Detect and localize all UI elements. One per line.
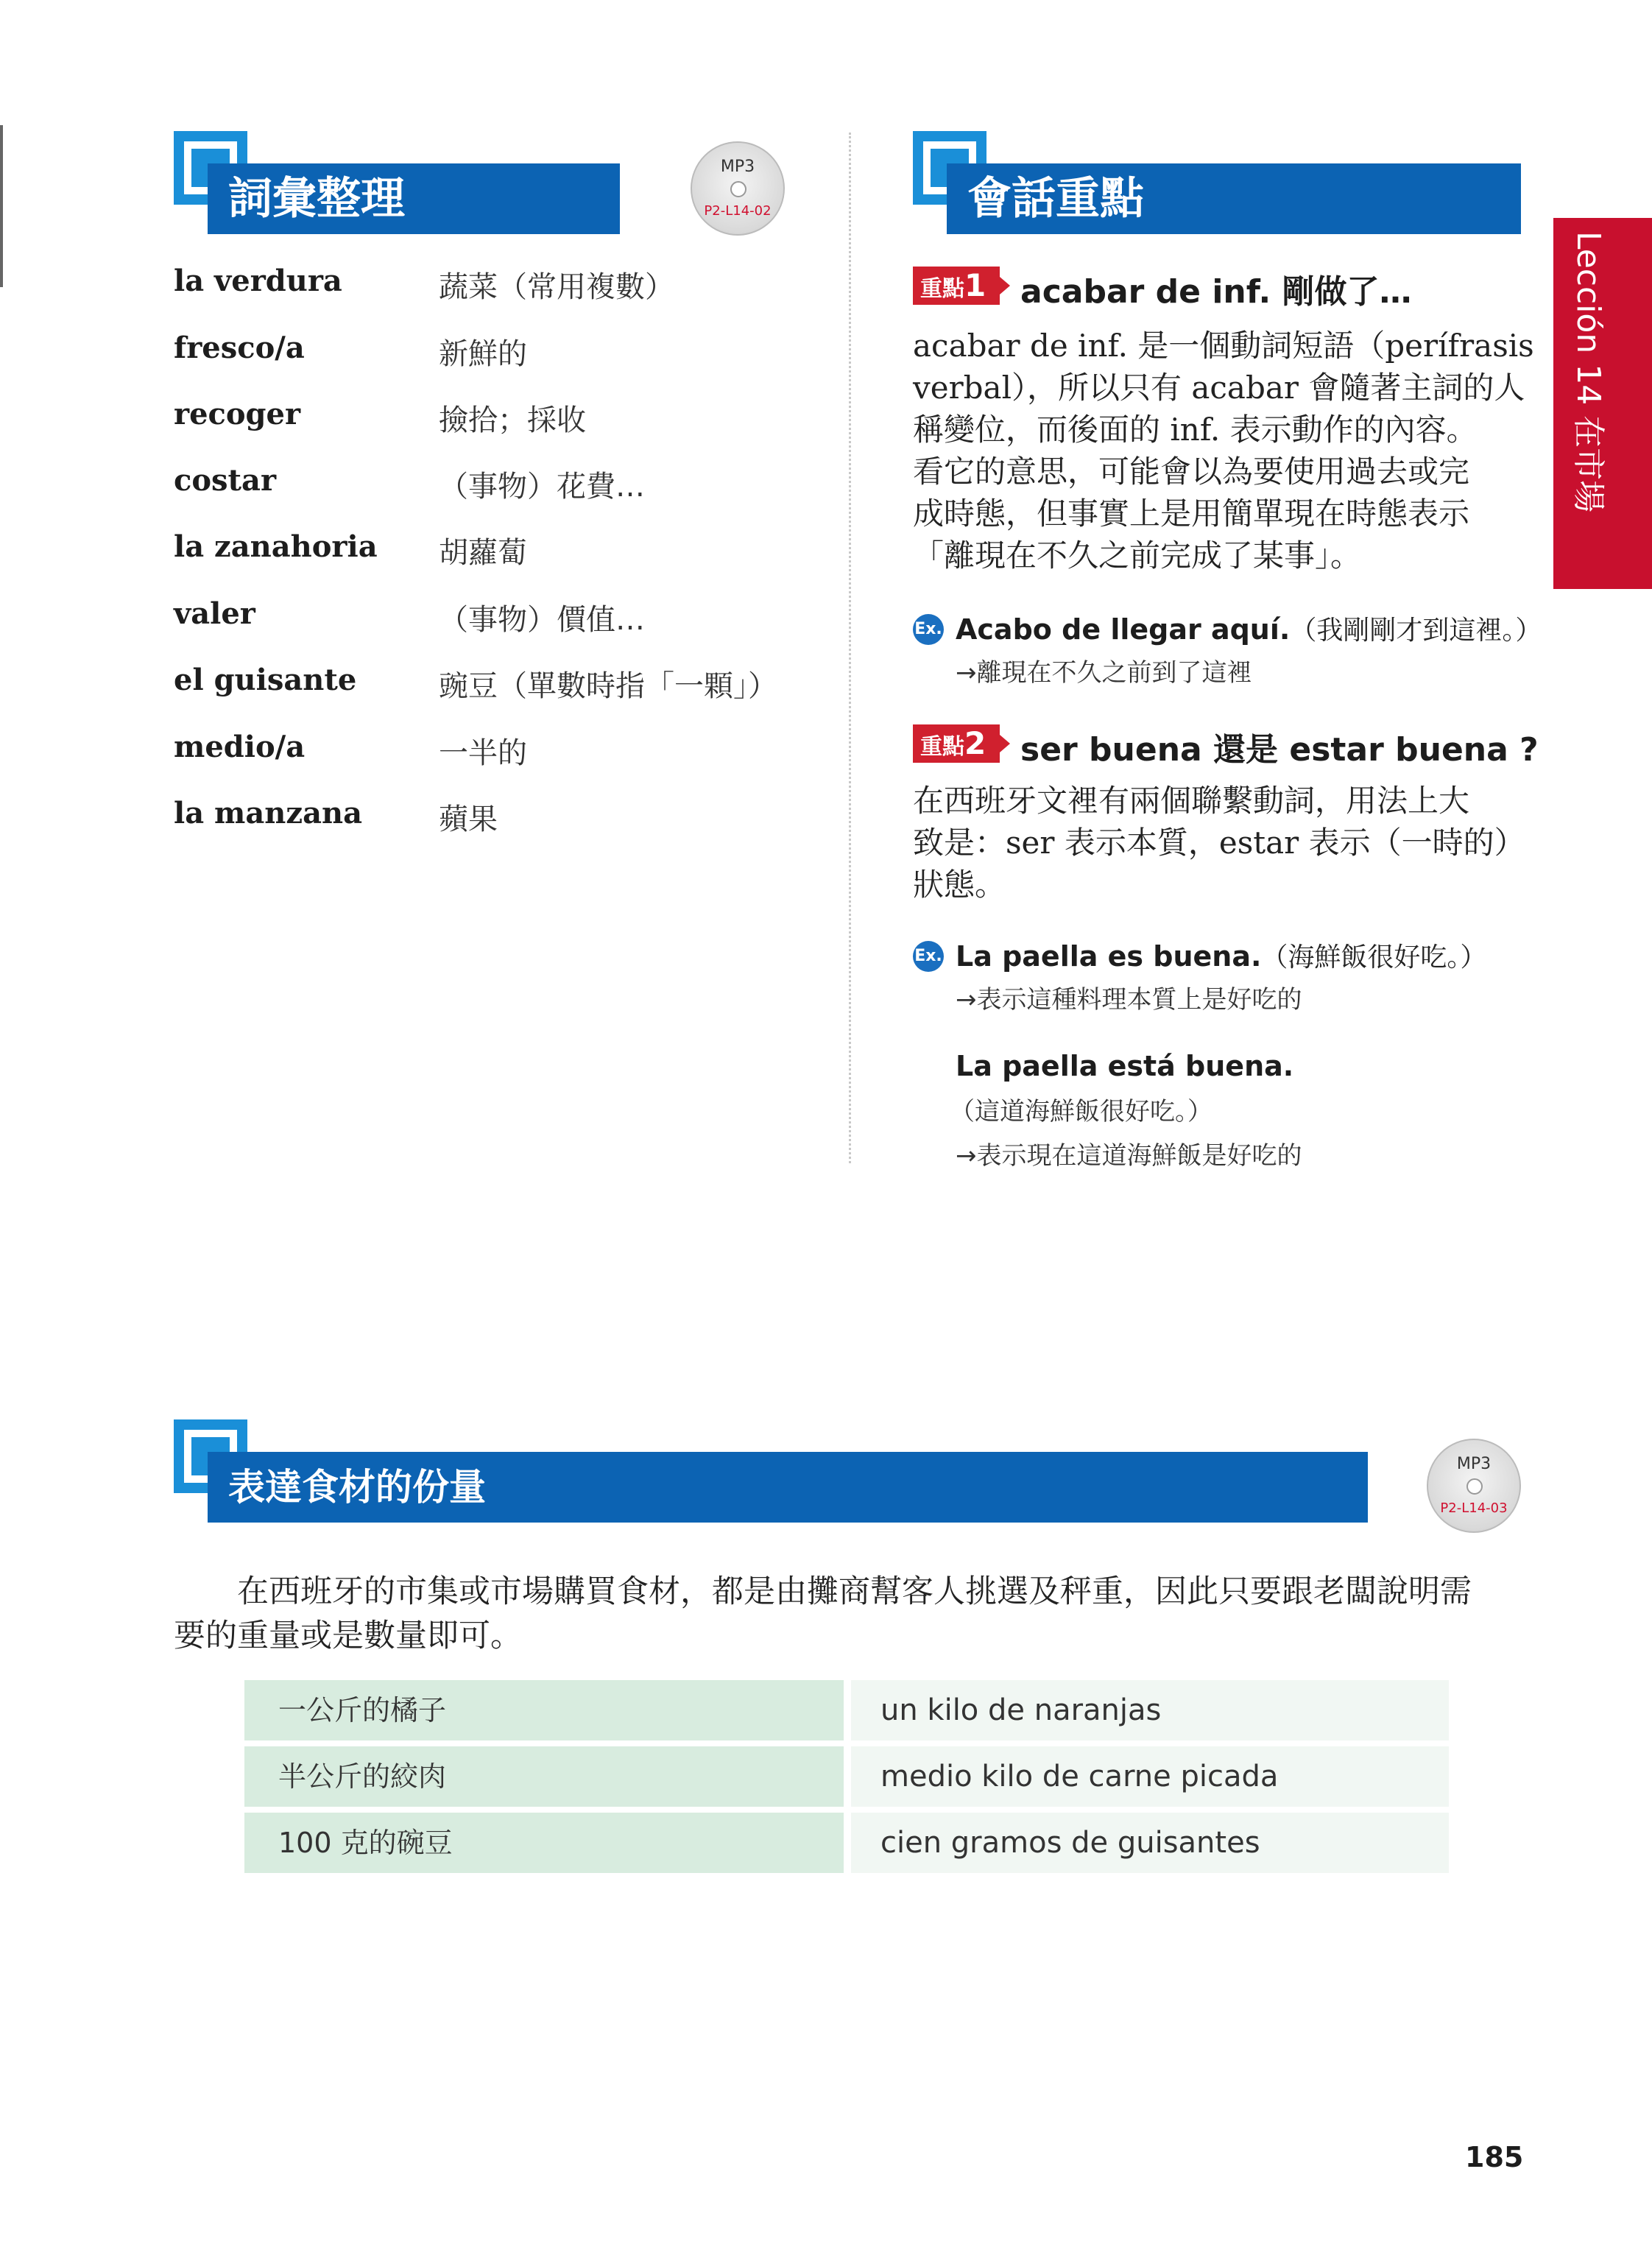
- vocab-spanish: fresco/a: [174, 331, 305, 365]
- badge-label: 重點: [920, 734, 964, 760]
- lesson-side-tab: [1553, 218, 1652, 589]
- mp3-track: P2-L14-02: [704, 203, 772, 219]
- disc-icon: [730, 181, 746, 197]
- vocab-chinese: 撿拾；採收: [439, 403, 586, 437]
- row-spanish: cien gramos de guisantes: [851, 1813, 1449, 1873]
- quantities-audio-button[interactable]: [1427, 1439, 1521, 1533]
- vocab-item: [174, 397, 836, 441]
- row-chinese: 100 克的碗豆: [244, 1813, 844, 1873]
- badge-number: 1: [964, 267, 986, 303]
- text-line: acabar de inf. 是一個動詞短語（perífrasis: [913, 328, 1534, 364]
- example-3: [956, 1050, 1293, 1082]
- text-line: 「離現在不久之前完成了某事」。: [913, 537, 1362, 574]
- text-line: 在西班牙文裡有兩個聯繫動詞，用法上大: [913, 783, 1470, 819]
- vocab-spanish: el guisante: [174, 663, 357, 697]
- vocab-spanish: costar: [174, 463, 277, 498]
- example-2: [956, 937, 1486, 974]
- vocab-audio-button[interactable]: [691, 141, 785, 236]
- vocab-spanish: medio/a: [174, 730, 306, 764]
- example-translation: （海鮮飯很好吃。）: [1261, 942, 1487, 973]
- vocab-item: [174, 796, 836, 840]
- example-1: [956, 610, 1542, 647]
- vocab-chinese: 胡蘿蔔: [439, 536, 527, 570]
- example-note: →離現在不久之前到了這裡: [956, 658, 1252, 688]
- example-spanish: La paella es buena.: [956, 940, 1262, 973]
- quantities-intro: [174, 1570, 1521, 1658]
- text-line: verbal），所以只有 acabar 會隨著主詞的人: [913, 370, 1525, 406]
- vocab-item: [174, 730, 836, 774]
- vocab-chinese: （事物）價值…: [439, 603, 645, 637]
- key-point-2-title: ser buena 還是 estar buena ?: [1020, 731, 1539, 769]
- quantities-title: 表達食材的份量: [208, 1452, 1368, 1523]
- badge-number: 2: [964, 725, 986, 761]
- example-spanish: Acabo de llegar aquí.: [956, 613, 1291, 646]
- intro-line: 在西班牙的市集或市場購買食材，都是由攤商幫客人挑選及秤重，因此只要跟老闆說明需: [237, 1573, 1472, 1610]
- key-point-2-badge: [913, 724, 1012, 763]
- vocab-chinese: 新鮮的: [439, 337, 527, 371]
- example-spanish: La paella está buena.: [956, 1050, 1294, 1082]
- key-point-1-title: acabar de inf. 剛做了…: [1020, 273, 1412, 311]
- key-point-1-text: [913, 325, 1561, 576]
- row-chinese: 一公斤的橘子: [244, 1680, 844, 1740]
- key-point-1-badge: [913, 267, 1012, 305]
- vocab-item: [174, 663, 836, 707]
- vocab-chinese: 一半的: [439, 736, 527, 770]
- dialogue-title: 會話重點: [947, 163, 1521, 234]
- vocab-chinese: 蔬菜（常用複數）: [439, 270, 674, 304]
- intro-line: 要的重量或是數量即可。: [174, 1618, 522, 1654]
- example-translation: （我剛剛才到這裡。）: [1290, 615, 1542, 646]
- column-divider: [849, 133, 851, 1163]
- row-spanish: medio kilo de carne picada: [851, 1746, 1449, 1807]
- vocab-spanish: la verdura: [174, 264, 342, 298]
- badge-label: 重點: [920, 276, 964, 302]
- vocab-item: [174, 596, 836, 641]
- vocab-spanish: valer: [174, 596, 255, 631]
- page-number: 185: [1465, 2141, 1524, 2173]
- mp3-label: MP3: [720, 158, 755, 176]
- text-line: 看它的意思，可能會以為要使用過去或完: [913, 454, 1470, 490]
- vocab-spanish: la manzana: [174, 796, 362, 830]
- vocab-chinese: 蘋果: [439, 803, 498, 836]
- disc-icon: [1466, 1478, 1483, 1495]
- page-edge-mark: [0, 125, 3, 287]
- example-note: →表示現在這道海鮮飯是好吃的: [956, 1141, 1302, 1171]
- text-line: 狀態。: [913, 867, 1006, 903]
- text-line: 成時態，但事實上是用簡單現在時態表示: [913, 495, 1470, 532]
- text-line: 致是：ser 表示本質，estar 表示（一時的）: [913, 825, 1525, 861]
- example-icon: Ex.: [913, 614, 944, 645]
- mp3-track: P2-L14-03: [1440, 1500, 1508, 1516]
- vocab-spanish: recoger: [174, 397, 301, 431]
- vocab-chinese: （事物）花費…: [439, 470, 645, 504]
- vocab-item: [174, 331, 836, 375]
- lesson-tab-label: Lección 14 在市場: [1570, 231, 1607, 513]
- mp3-label: MP3: [1456, 1455, 1492, 1473]
- vocab-spanish: la zanahoria: [174, 529, 378, 564]
- example-icon: Ex.: [913, 941, 944, 972]
- text-line: 稱變位，而後面的 inf. 表示動作的內容。: [913, 412, 1478, 448]
- example-note: →表示這種料理本質上是好吃的: [956, 985, 1302, 1015]
- vocab-item: [174, 264, 836, 308]
- vocab-title: 詞彙整理: [208, 163, 620, 234]
- row-chinese: 半公斤的絞肉: [244, 1746, 844, 1807]
- vocab-item: [174, 463, 836, 507]
- row-spanish: un kilo de naranjas: [851, 1680, 1449, 1740]
- vocab-chinese: 豌豆（單數時指「一顆」）: [439, 669, 777, 703]
- vocab-item: [174, 529, 836, 574]
- example-translation: （這道海鮮飯很好吃。）: [950, 1097, 1212, 1126]
- key-point-2-text: [913, 780, 1561, 906]
